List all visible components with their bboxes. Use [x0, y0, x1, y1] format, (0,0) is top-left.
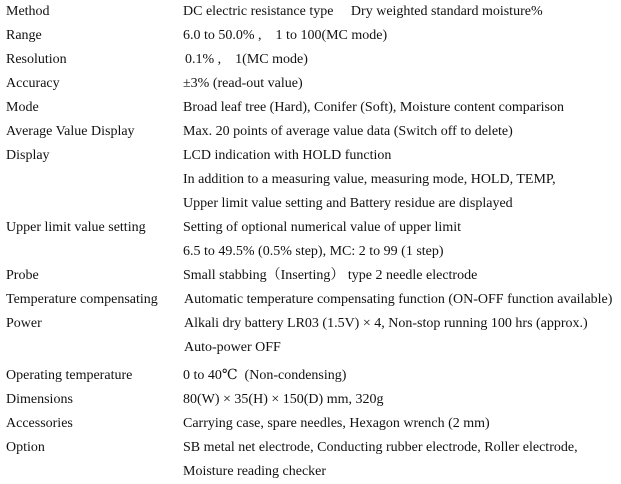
spec-values [183, 436, 621, 484]
spec-values [183, 24, 621, 48]
spec-value: Alkali dry battery LR03 (1.5V) × 4, Non-stop running 100 hrs (approx.) [184, 316, 588, 331]
spec-values [183, 412, 621, 436]
spec-row-accessories [0, 412, 621, 436]
spec-value: Setting of optional numerical value of upper limit [183, 220, 461, 235]
spec-value: ±3% (read-out value) [183, 76, 303, 91]
spec-value: 80(W) × 35(H) × 150(D) mm, 320g [183, 392, 384, 407]
spec-value: 0.1% , 1(MC mode) [185, 52, 308, 67]
spec-label: Probe [6, 268, 39, 283]
spec-values [183, 264, 621, 288]
spec-value: 6.5 to 49.5% (0.5% step), MC: 2 to 99 (1 step) [183, 244, 444, 259]
spec-label: Resolution [6, 52, 67, 67]
spec-values [183, 120, 621, 144]
spec-value: Max. 20 points of average value data (Switch off to delete) [183, 124, 513, 139]
spec-values [183, 388, 621, 412]
spec-label: Method [6, 4, 50, 19]
spec-row-probe [0, 264, 621, 288]
spec-value: Moisture reading checker [183, 464, 327, 479]
spec-values [183, 72, 621, 96]
spec-row-display [0, 144, 621, 216]
spec-values [183, 216, 621, 264]
spec-value: Small stabbing（Inserting） type 2 needle electrode [183, 268, 478, 283]
spec-value: Auto-power OFF [184, 340, 281, 355]
spec-values [183, 288, 621, 312]
spec-row-average-value-display [0, 120, 621, 144]
spec-label: Average Value Display [6, 124, 135, 139]
spec-label: Range [6, 28, 42, 43]
spec-values [183, 312, 621, 364]
spec-values [183, 144, 621, 216]
spec-value: In addition to a measuring value, measuring mode, HOLD, TEMP, [183, 172, 556, 187]
spec-row-accuracy [0, 72, 621, 96]
spec-label: Display [6, 148, 50, 163]
spec-value: Automatic temperature compensating function (ON-OFF function available) [184, 292, 613, 307]
spec-label: Mode [6, 100, 39, 115]
spec-row-upper-limit [0, 216, 621, 264]
spec-value: Carrying case, spare needles, Hexagon wrench (2 mm) [183, 416, 490, 431]
spec-row-power [0, 312, 621, 364]
spec-label: Temperature compensating [6, 292, 158, 307]
spec-row-operating-temperature [0, 364, 621, 388]
spec-label: Upper limit value setting [6, 220, 146, 235]
spec-value: SB metal net electrode, Conducting rubber electrode, Roller electrode, [183, 440, 578, 455]
spec-row-option [0, 436, 621, 484]
spec-label: Accuracy [6, 76, 60, 91]
spec-values [183, 364, 621, 388]
spec-value: LCD indication with HOLD function [183, 148, 392, 163]
spec-label: Power [6, 316, 42, 331]
spec-row-method [0, 0, 621, 24]
spec-row-dimensions [0, 388, 621, 412]
spec-row-temperature-compensating [0, 288, 621, 312]
spec-row-range [0, 24, 621, 48]
spec-value: DC electric resistance type Dry weighted standard moisture% [183, 4, 543, 19]
spec-value: Broad leaf tree (Hard), Conifer (Soft), Moisture content comparison [183, 100, 564, 115]
spec-label: Dimensions [6, 392, 73, 407]
spec-label: Accessories [6, 416, 73, 431]
spec-value: Upper limit value setting and Battery residue are displayed [183, 196, 513, 211]
spec-label: Option [6, 440, 45, 455]
spec-values [183, 0, 621, 24]
spec-row-resolution [0, 48, 621, 72]
spec-values [183, 96, 621, 120]
spec-values [183, 48, 621, 72]
spec-value: 0 to 40℃ (Non-condensing) [183, 368, 347, 383]
spec-value: 6.0 to 50.0% , 1 to 100(MC mode) [183, 28, 388, 43]
spec-label: Operating temperature [6, 368, 133, 383]
spec-row-mode [0, 96, 621, 120]
